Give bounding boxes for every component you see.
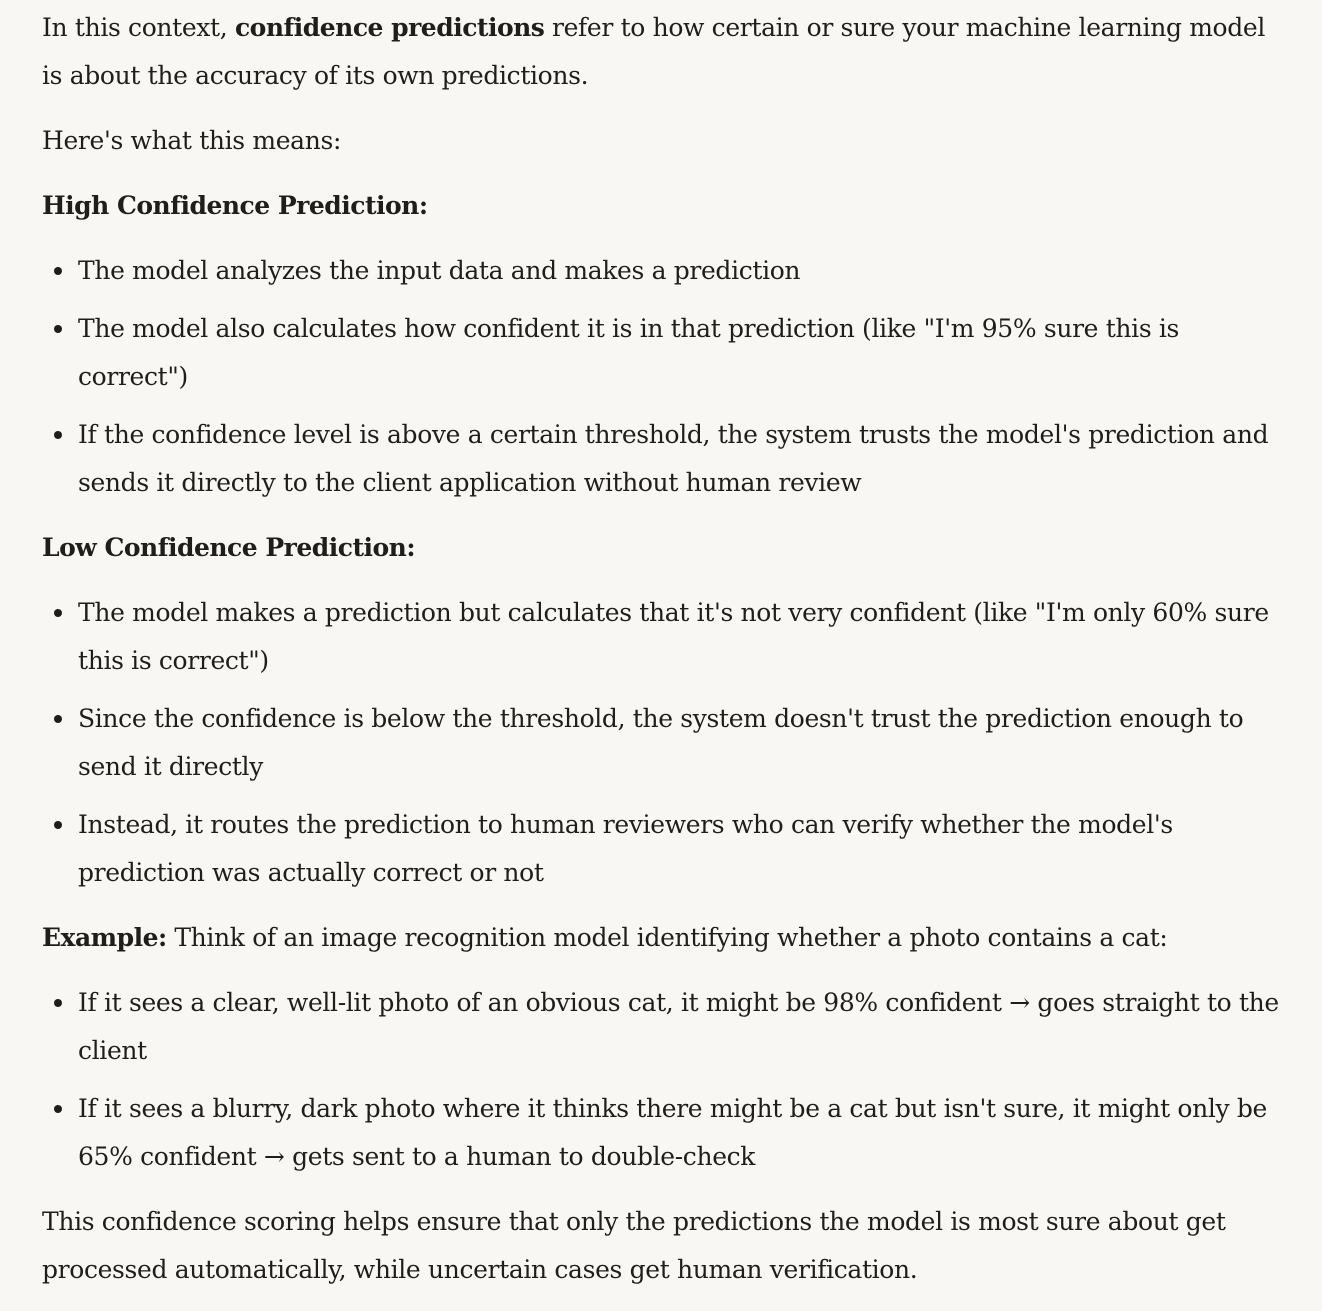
list-item: [42, 1085, 1282, 1181]
example-label: Example:: [42, 923, 167, 952]
conclusion-paragraph: This confidence scoring helps ensure that only the predictions the model is most sure about get processed automatically, while uncertain cases get human verification.: [42, 1207, 1226, 1284]
bullet-icon: [54, 431, 62, 439]
bullet-icon: [54, 821, 62, 829]
list-item-text: If it sees a blurry, dark photo where it thinks there might be a cat but isn't sure, it might only be 65% confident → gets sent to a human to double-check: [78, 1094, 1267, 1171]
low-confidence-list: [42, 589, 1282, 897]
example-text: Think of an image recognition model identifying whether a photo contains a cat:: [166, 923, 1168, 952]
list-item-text: If the confidence level is above a certain threshold, the system trusts the model's prediction and sends it directly to the client application without human review: [78, 420, 1269, 497]
bullet-icon: [54, 1105, 62, 1113]
list-item: [42, 979, 1282, 1075]
high-confidence-heading: High Confidence Prediction:: [42, 191, 428, 220]
list-item-text: If it sees a clear, well-lit photo of an obvious cat, it might be 98% confident → goes straight to the client: [78, 988, 1279, 1065]
intro-paragraph: [42, 4, 1282, 100]
bullet-icon: [54, 609, 62, 617]
list-item: [42, 801, 1282, 897]
list-item-text: The model also calculates how confident it is in that prediction (like "I'm 95% sure this is correct"): [78, 314, 1180, 391]
intro-prefix: In this context,: [42, 13, 235, 42]
example-paragraph: [42, 914, 1282, 962]
list-item: [42, 695, 1282, 791]
list-item: [42, 247, 1282, 295]
list-item: [42, 411, 1282, 507]
lead-in-paragraph: Here's what this means:: [42, 126, 342, 155]
bullet-icon: [54, 999, 62, 1007]
list-item: [42, 305, 1282, 401]
bullet-icon: [54, 715, 62, 723]
list-item-text: The model analyzes the input data and makes a prediction: [78, 256, 801, 285]
intro-term: confidence predictions: [234, 13, 545, 42]
list-item-text: Instead, it routes the prediction to human reviewers who can verify whether the model's prediction was actually correct or not: [78, 810, 1173, 887]
bullet-icon: [54, 267, 62, 275]
low-confidence-heading: Low Confidence Prediction:: [42, 533, 416, 562]
response-content: [42, 4, 1282, 1311]
intro-suffix: refer to how certain or sure your machine learning model is about the accuracy of its own predictions.: [42, 13, 1266, 90]
bullet-icon: [54, 325, 62, 333]
example-list: [42, 979, 1282, 1181]
list-item-text: The model makes a prediction but calculates that it's not very confident (like "I'm only 60% sure this is correct"): [78, 598, 1269, 675]
list-item-text: Since the confidence is below the threshold, the system doesn't trust the prediction enough to send it directly: [78, 704, 1244, 781]
high-confidence-list: [42, 247, 1282, 507]
list-item: [42, 589, 1282, 685]
